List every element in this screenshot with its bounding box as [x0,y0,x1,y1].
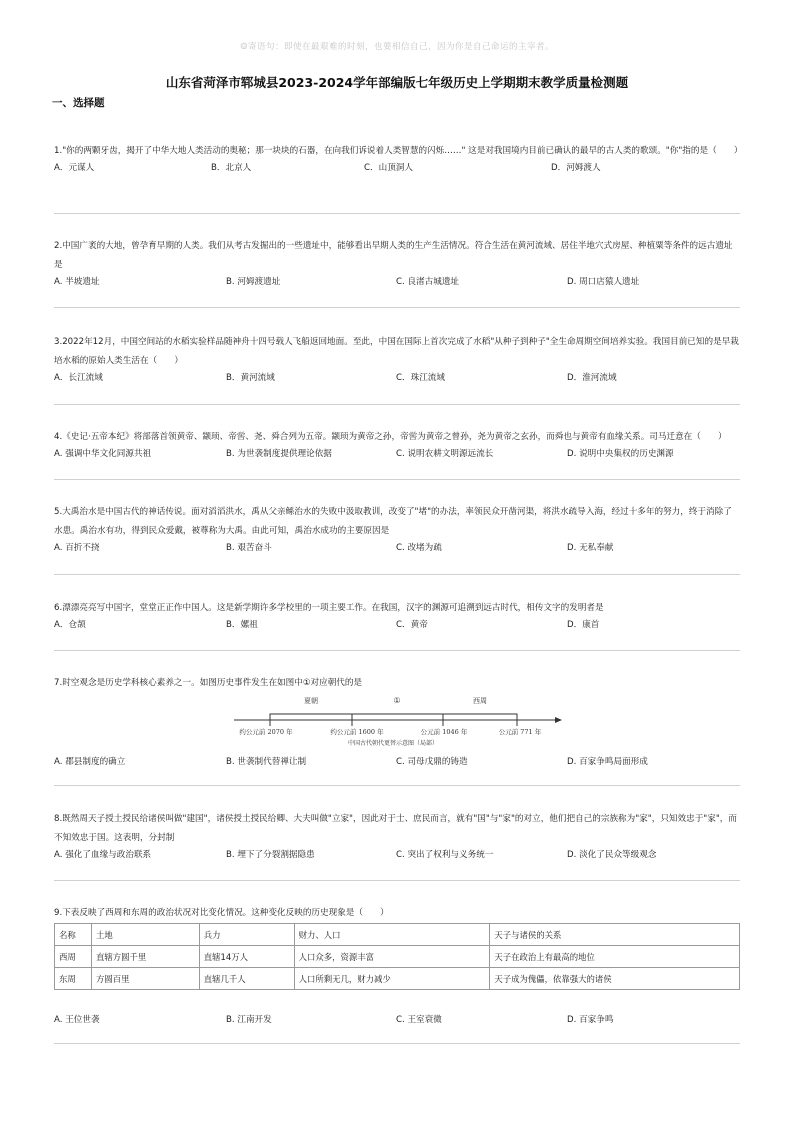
table-cell: 天子成为傀儡，依靠强大的诸侯 [490,968,740,990]
option-a[interactable]: A．元谋人 [54,163,95,173]
divider [54,650,740,651]
question-4-options [54,447,740,465]
table-header-cell: 土地 [91,924,199,946]
option-d[interactable]: D. 周口店猿人遗址 [567,277,640,287]
question-1-options [54,161,740,179]
option-d[interactable]: D. 百家争鸣局面形成 [567,757,648,767]
table-cell: 直辖方圆千里 [91,946,199,968]
table-header-cell: 兵力 [199,924,294,946]
table-cell: 天子在政治上有最高的地位 [490,946,740,968]
divider [54,213,740,214]
question-9-stem: 9.下表反映了西周和东周的政治状况对比变化情况。这种变化反映的历史现象是（ ） [54,908,389,918]
option-c[interactable]: C．黄帝 [396,620,428,630]
period-label-xia: 夏朝 [304,697,318,705]
question-2-options [54,275,740,293]
option-b[interactable]: B. 世袭制代替禅让制 [226,757,307,767]
section-heading: 一、选择题 [52,97,105,109]
question-5-options [54,541,740,559]
comparison-table [54,923,740,990]
timeline-caption: 中国古代朝代更替示意图（局部） [347,740,439,747]
question-5 [54,503,740,559]
question-3-options [54,371,740,389]
question-5-stem: 5.大禹治水是中国古代的神话传说。面对滔滔洪水，禹从父亲鲧治水的失败中汲取教训，改变了"堵"的办法，率领民众开凿河渠，将洪水疏导入海，经过十多年的努力，终于消除了水患。禹治水有功，得到民众爱戴，被尊称为大禹。由此可知，禹治水成功的主要原因是 [54,507,732,536]
option-a[interactable]: A. 强化了血缘与政治联系 [54,850,152,860]
table-cell: 方圆百里 [91,968,199,990]
table-cell: 直辖几千人 [199,968,294,990]
option-d[interactable]: D. 说明中央集权的历史渊源 [567,449,674,459]
dynasty-timeline-diagram [230,688,570,748]
option-b[interactable]: B. 为世袭制度提供理论依据 [226,449,332,459]
option-c[interactable]: C. 改堵为疏 [396,543,442,553]
option-b[interactable]: B. 埋下了分裂割据隐患 [226,850,315,860]
table-header-cell: 天子与诸侯的关系 [490,924,740,946]
option-a[interactable]: A. 王位世袭 [54,1015,100,1025]
question-3 [54,333,740,389]
table-cell: 直辖14万人 [199,946,294,968]
date-label-1046: 公元前 1046 年 [420,728,468,736]
option-c[interactable]: C．山顶洞人 [364,163,413,173]
option-a[interactable]: A．仓颉 [54,620,86,630]
table-cell: 人口众多，资源丰富 [294,946,490,968]
divider [54,785,740,786]
period-label-1: ① [393,696,401,705]
option-a[interactable]: A. 百折不挠 [54,543,100,553]
divider [54,404,740,405]
table-header-cell: 名称 [55,924,92,946]
question-1 [54,142,743,179]
option-b[interactable]: B．北京人 [211,163,252,173]
question-9-options [54,1013,740,1031]
divider [54,880,740,881]
question-6 [54,599,740,636]
option-d[interactable]: D. 百家争鸣 [567,1015,614,1025]
option-d[interactable]: D．河姆渡人 [551,163,601,173]
period-bracket-xizhou [443,714,517,720]
date-label-1600: 约公元前 1600 年 [330,728,384,736]
option-d[interactable]: D．淮河流域 [567,373,617,383]
period-bracket-xia [270,714,352,720]
option-a[interactable]: A. 郡县制度的确立 [54,757,126,767]
table-row [55,946,740,968]
option-a[interactable]: A. 强调中华文化同源共祖 [54,449,152,459]
question-8 [54,810,740,866]
arrow-head-icon [555,717,562,723]
question-2-stem: 2.中国广袤的大地，曾孕育早期的人类。我们从考古发掘出的一些遗址中，能够看出早期人类的生产生活情况。符合生活在黄河流域、居住半地穴式房屋、种植粟等条件的远古遗址是 [54,241,733,270]
period-label-xizhou: 西周 [473,697,487,705]
question-4-stem: 4.《史记·五帝本纪》将部落首领黄帝、颛顼、帝喾、尧、舜合列为五帝。颛顼为黄帝之孙，帝喾为黄帝之曾孙，尧为黄帝之玄孙，而舜也与黄帝有血缘关系。司马迁意在（ ） [54,432,727,442]
question-6-options [54,618,740,636]
option-d[interactable]: D. 无私奉献 [567,543,614,553]
option-c[interactable]: C. 突出了权利与义务统一 [396,850,494,860]
question-8-options [54,848,740,866]
option-d[interactable]: D．康首 [567,620,600,630]
table-row [55,968,740,990]
table-cell: 西周 [55,946,92,968]
period-bracket-1 [352,714,443,720]
option-b[interactable]: B. 江南开发 [226,1015,272,1025]
question-3-stem: 3.2022年12月，中国空间站的水稻实验样品随神舟十四号载人飞船返回地面。至此，中国在国际上首次完成了水稻"从种子到种子"全生命周期空间培养实验。我国目前已知的是早栽培水稻的原始人类生活在（ ） [54,337,739,366]
option-b[interactable]: B. 河姆渡遗址 [226,277,281,287]
option-c[interactable]: C. 王室衰微 [396,1015,442,1025]
motto-header: ☺寄语句：即使在最艰难的时刻，也要相信自己，因为你是自己命运的主宰者。 [239,42,555,52]
divider [54,574,740,575]
option-c[interactable]: C. 说明农耕文明源远流长 [396,449,494,459]
table-header-cell: 财力、人口 [294,924,490,946]
question-7-stem: 7.时空观念是历史学科核心素养之一。如图历史事件发生在如图中①对应朝代的是 [54,678,363,688]
divider [54,307,740,308]
table-cell: 东周 [55,968,92,990]
option-b[interactable]: B. 艰苦奋斗 [226,543,272,553]
table-cell: 人口所剩无几，财力减少 [294,968,490,990]
option-b[interactable]: B．黄河流域 [226,373,275,383]
option-d[interactable]: D. 淡化了民众等级观念 [567,850,657,860]
option-b[interactable]: B．嫘祖 [226,620,258,630]
table-header-row [55,924,740,946]
divider [54,479,740,480]
question-4 [54,428,740,465]
question-8-stem: 8.既然周天子授土授民给诸侯叫做"建国"，诸侯授土授民给卿、大夫叫做"立家"，因此对于士、庶民而言，就有"国"与"家"的对立，他们把自己的宗族称为"家"，只知效忠于"家"，而不知效忠于国。这表明，分封制 [54,814,737,843]
question-2 [54,237,740,293]
option-a[interactable]: A. 半坡遗址 [54,277,100,287]
option-c[interactable]: C. 司母戊鼎的铸造 [396,757,468,767]
option-c[interactable]: C．珠江流域 [396,373,445,383]
question-6-stem: 6.漂漂亮亮写中国字，堂堂正正作中国人。这是新学期许多学校里的一项主要工作。在我国，汉字的渊源可追溯到远古时代，相传文字的发明者是 [54,603,604,613]
option-c[interactable]: C. 良渚古城遗址 [396,277,460,287]
date-label-2070: 约公元前 2070 年 [239,728,293,736]
document-title: 山东省菏泽市郓城县2023-2024学年部编版七年级历史上学期期末教学质量检测题 [165,75,629,90]
option-a[interactable]: A．长江流域 [54,373,103,383]
question-7-options [54,755,740,773]
divider [54,1043,740,1044]
date-label-771: 公元前 771 年 [498,728,542,736]
question-1-stem: 1."你的两颗牙齿，揭开了中华大地人类活动的奥秘；那一块块的石器，在向我们诉说着人类智慧的闪烁……" 这是对我国境内目前已确认的最早的古人类的歌颂。"你"指的是（ ） [54,146,743,156]
